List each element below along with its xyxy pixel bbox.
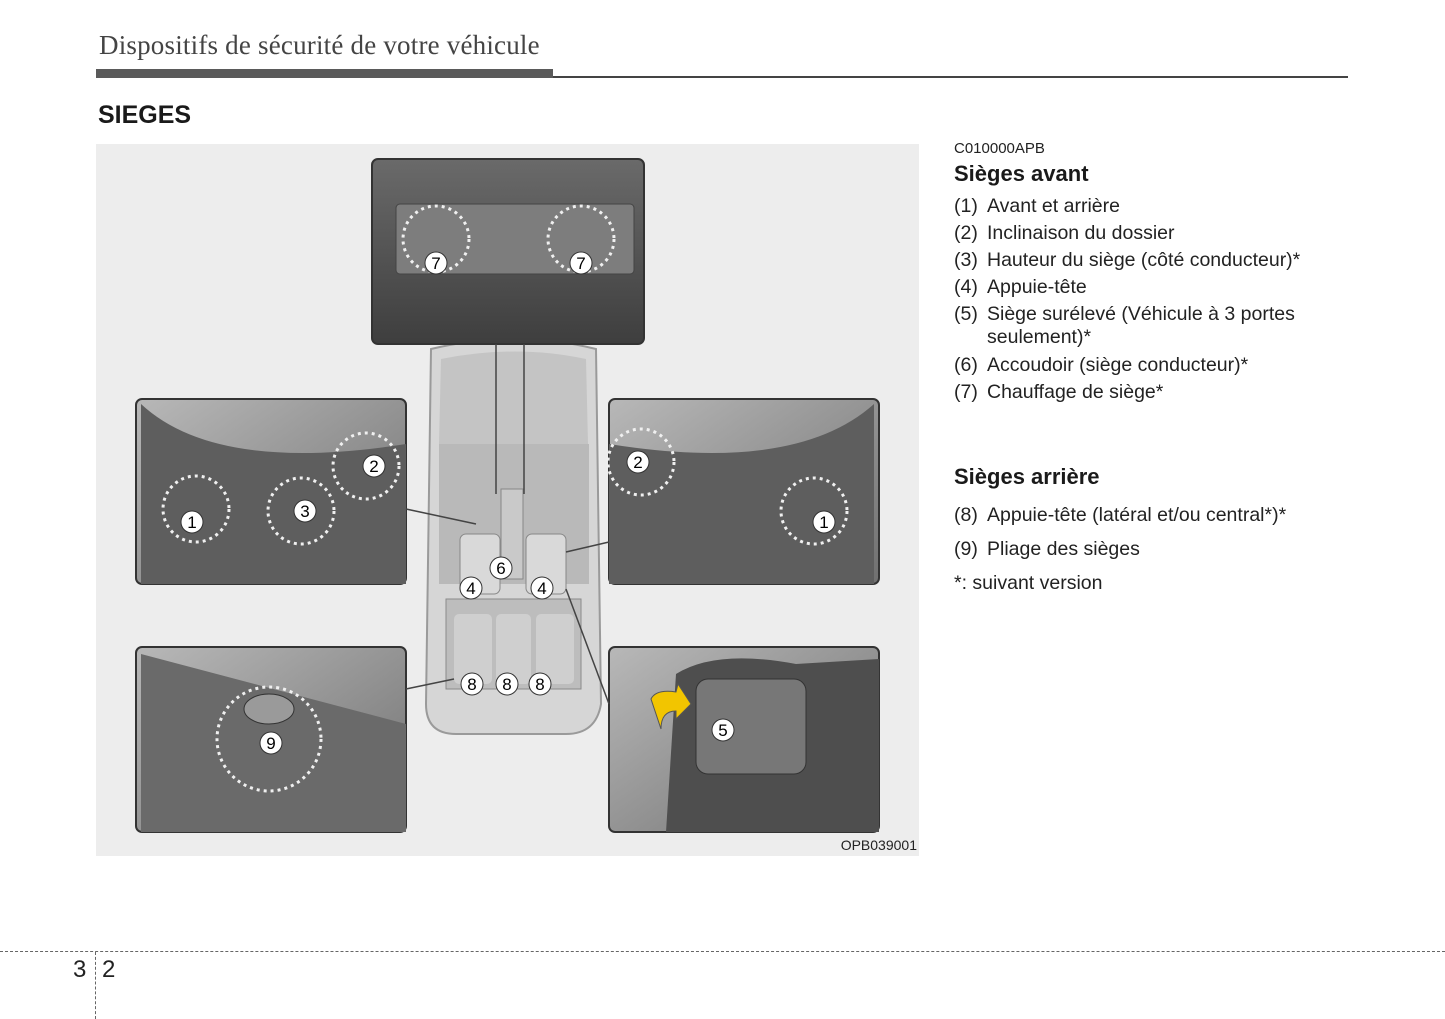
list-item: (6) Accoudoir (siège conducteur)* — [954, 354, 1249, 376]
list-item: (4) Appuie-tête — [954, 276, 1087, 298]
list-item: (5) Siège surélevé (Véhicule à 3 portes seulement)* — [954, 303, 1295, 348]
seats-illustration-svg — [96, 144, 919, 856]
header-rule-thick — [96, 69, 553, 78]
callout-4a — [460, 577, 482, 599]
section-code: C010000APB — [954, 140, 1045, 157]
callout-6 — [490, 557, 512, 579]
svg-text:7: 7 — [576, 254, 586, 273]
svg-text:4: 4 — [466, 579, 476, 598]
chapter-number: 3 — [73, 956, 87, 983]
callout-4b — [531, 577, 553, 599]
list-item: (3) Hauteur du siège (côté conducteur)* — [954, 249, 1301, 271]
svg-text:2: 2 — [369, 457, 379, 476]
page-number: 2 — [102, 956, 116, 983]
callout-8b — [496, 673, 518, 695]
svg-text:8: 8 — [467, 675, 477, 694]
svg-text:8: 8 — [535, 675, 545, 694]
inset-driver-seat-controls — [136, 399, 476, 584]
svg-text:8: 8 — [502, 675, 512, 694]
callout-8c — [529, 673, 551, 695]
version-note: *: suivant version — [954, 572, 1103, 594]
svg-text:5: 5 — [718, 721, 728, 740]
callout-1b — [813, 511, 835, 533]
rear-seats-list — [954, 502, 1374, 597]
list-item: (1) Avant et arrière — [954, 195, 1120, 217]
callout-2b — [627, 451, 649, 473]
svg-text:7: 7 — [431, 254, 441, 273]
callout-7a — [425, 252, 447, 274]
front-seats-title: Sièges avant — [954, 161, 1089, 186]
callout-1a — [181, 511, 203, 533]
text-column — [954, 140, 1374, 604]
callout-7b — [570, 252, 592, 274]
svg-text:6: 6 — [496, 559, 506, 578]
seats-illustration — [96, 144, 919, 856]
callout-9 — [260, 732, 282, 754]
callout-2a — [363, 455, 385, 477]
footer-dashed-rule — [0, 951, 1445, 952]
page-header-title: Dispositifs de sécurité de votre véhicule — [99, 30, 540, 60]
svg-text:1: 1 — [187, 513, 197, 532]
footer-dashed-divider — [95, 952, 96, 1019]
svg-text:2: 2 — [633, 453, 643, 472]
svg-text:9: 9 — [266, 734, 276, 753]
inset-booster-seat — [566, 589, 879, 832]
list-item: (8) Appuie-tête (latéral et/ou central*)* — [954, 504, 1287, 526]
inset-rear-seat-folding — [136, 647, 454, 832]
inset-passenger-seat-controls — [566, 399, 879, 584]
svg-text:1: 1 — [819, 513, 829, 532]
header-rule-thin — [553, 76, 1348, 78]
section-title: SIEGES — [98, 101, 192, 129]
list-item: (9) Pliage des sièges — [954, 538, 1140, 560]
front-seats-list — [954, 193, 1374, 406]
svg-text:3: 3 — [300, 502, 310, 521]
figure-code: OPB039001 — [840, 837, 917, 853]
callout-5 — [712, 719, 734, 741]
list-item: (2) Inclinaison du dossier — [954, 222, 1175, 244]
list-item: (7) Chauffage de siège* — [954, 381, 1164, 403]
callout-8a — [461, 673, 483, 695]
svg-text:4: 4 — [537, 579, 547, 598]
rear-seats-title: Sièges arrière — [954, 464, 1100, 489]
callout-3 — [294, 500, 316, 522]
